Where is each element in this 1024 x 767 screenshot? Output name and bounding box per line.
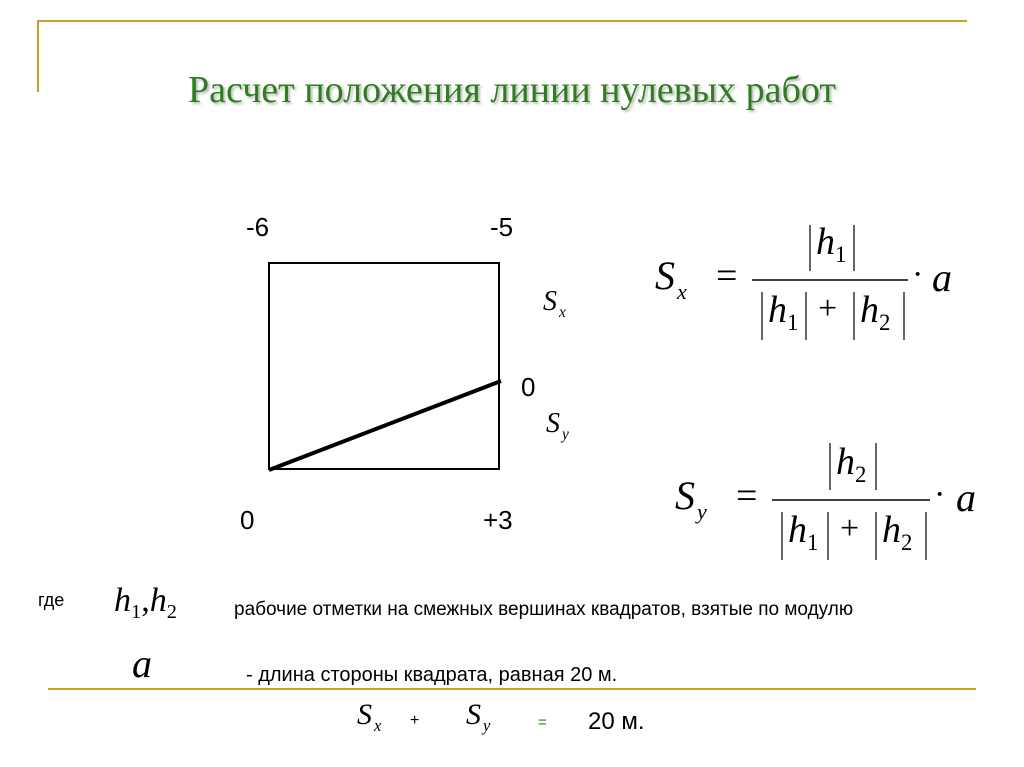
formula-sy-den-h2: $h_2$ — [882, 509, 913, 555]
formula-sy-equals: = — [736, 475, 758, 517]
label-sy: S $_y$ — [546, 408, 569, 443]
sum-value: 20 м. — [588, 708, 645, 735]
slide-title: Расчет положения линии нулевых работ — [188, 69, 836, 111]
formula-sx-den-h2: $h_2$ — [860, 289, 891, 335]
formula-sy-times: · — [934, 476, 946, 513]
formula-sy-numerator: $h_2$ — [836, 441, 867, 487]
formula-sx-numerator: $h_1$ — [816, 221, 847, 267]
where-word: где — [38, 590, 65, 610]
label-top-right: -5 — [490, 212, 514, 242]
label-top-left: -6 — [246, 212, 270, 242]
label-sx: S $_x$ — [543, 286, 566, 321]
label-mid-right: 0 — [521, 372, 536, 402]
where-h-description: рабочие отметки на смежных вершинах квадратов, взятые по модулю — [234, 599, 854, 620]
sum-sx: S $_x$ — [357, 698, 382, 736]
formula-sx-lhs: $S_x$ — [655, 253, 687, 304]
formula-sy-den-h1: $h_1$ — [788, 509, 819, 555]
formula-sx-den-h1: $h_1$ — [768, 289, 799, 335]
sum-sy: S $_y$ — [466, 698, 491, 736]
where-a-description: - длина стороны квадрата, равная 20 м. — [246, 664, 618, 686]
formula-sy-lhs: $S_y$ — [675, 473, 707, 524]
formula-sx-equals: = — [716, 255, 738, 297]
sum-equals: = — [538, 714, 547, 731]
formula-sy-factor: a — [956, 475, 976, 520]
label-bottom-left: 0 — [240, 505, 255, 535]
label-bottom-right: +3 — [483, 505, 513, 535]
sum-plus: + — [410, 712, 420, 729]
where-a-symbol: a — [132, 641, 152, 686]
zero-work-line — [269, 381, 501, 470]
where-h-symbols: $h_1,h_2$ — [114, 582, 177, 624]
formula-sx-factor: a — [932, 255, 952, 300]
formula-sx-den-plus: + — [818, 290, 838, 327]
formula-sy-den-plus: + — [840, 510, 860, 547]
formula-sx-times: · — [912, 256, 924, 293]
